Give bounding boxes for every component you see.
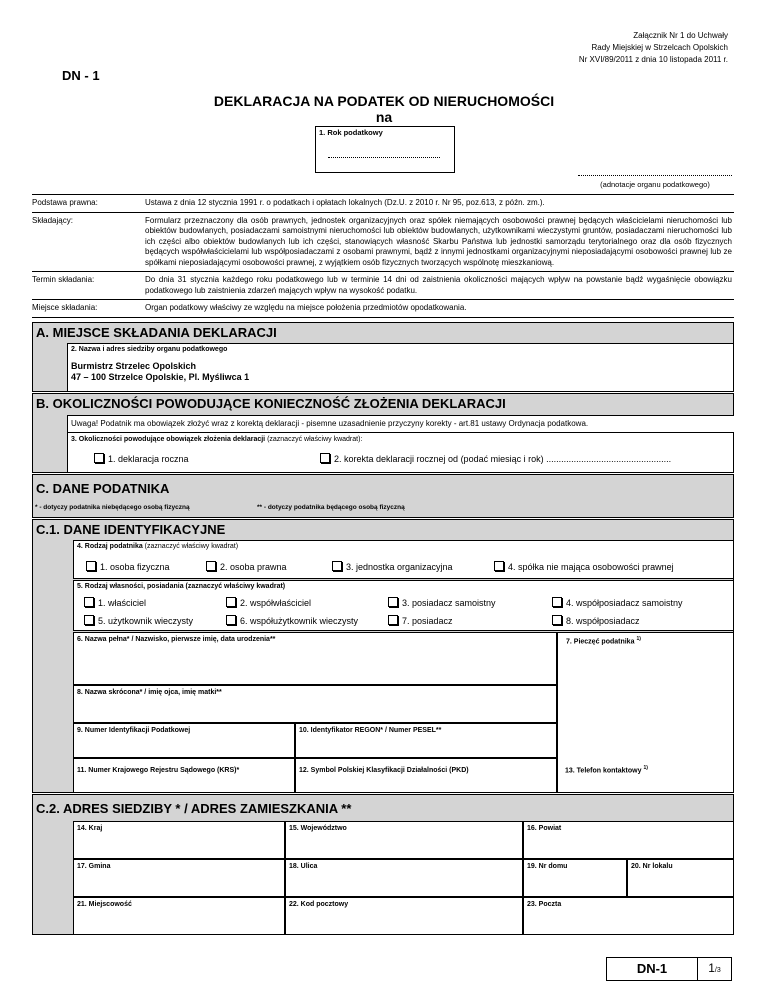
- page-number: 1/3: [698, 957, 732, 981]
- annotation-label: (adnotacje organu podatkowego): [600, 180, 710, 189]
- full-name-field[interactable]: [73, 632, 557, 685]
- full-name-label: 6. Nazwa pełna* / Nazwisko, pierwsze imię, data urodzenia**: [77, 636, 276, 643]
- short-name-label: 8. Nazwa skrócona* / imię ojca, imię matki**: [77, 689, 222, 696]
- regon-pesel-label: 10. Identyfikator REGON* / Numer PESEL**: [299, 727, 442, 734]
- county-label: 16. Powiat: [527, 825, 562, 832]
- section-c2-title: C.2. ADRES SIEDZIBY * / ADRES ZAMIESZKANIA **: [36, 801, 352, 816]
- info-value: Organ podatkowy właściwy ze względu na miejsce położenia przedmiotów opodatkowania.: [145, 303, 467, 312]
- correction-note: Uwaga! Podatnik ma obowiązek złożyć wraz z korektą deklaracji - pisemne uzasadnienie przyczyny korekty - art.81 ustawy Ordynacja podatkowa.: [67, 415, 734, 432]
- form-code: DN - 1: [62, 68, 100, 83]
- municipality-field[interactable]: [73, 859, 285, 897]
- attachment-note-line3: Nr XVI/89/2011 z dnia 10 listopada 2011 r.: [578, 55, 728, 64]
- tax-office-field[interactable]: [67, 343, 734, 392]
- phone-label: 13. Telefon kontaktowy $^{1)}$: [565, 765, 648, 775]
- option-co-independent-possessor[interactable]: 4. współposiadacz samoistny: [552, 597, 683, 608]
- regon-pesel-field[interactable]: [295, 723, 557, 758]
- post-office-label: 23. Poczta: [527, 901, 562, 908]
- nip-field[interactable]: [73, 723, 295, 758]
- option-legal-person[interactable]: 2. osoba prawna: [206, 561, 287, 572]
- checkbox-icon[interactable]: [206, 561, 216, 571]
- attachment-note-line2: Rady Miejskiej w Strzelcach Opolskich: [591, 43, 728, 52]
- country-field[interactable]: [73, 821, 285, 859]
- option-co-owner[interactable]: 2. współwłaściciel: [226, 597, 311, 608]
- country-label: 14. Kraj: [77, 825, 103, 832]
- info-key: Termin składania:: [32, 275, 95, 284]
- option-natural-person[interactable]: 1. osoba fizyczna: [86, 561, 170, 572]
- checkbox-icon[interactable]: [388, 615, 398, 625]
- taxpayer-type-field: [73, 540, 734, 579]
- tax-office-address: 47 – 100 Strzelce Opolskie, Pl. Myśliwca 1: [71, 372, 250, 382]
- option-annual-declaration[interactable]: 1. deklaracja roczna: [94, 453, 189, 464]
- tax-office-label: 2. Nazwa i adres siedziby organu podatkowego: [71, 346, 228, 353]
- street-field[interactable]: [285, 859, 523, 897]
- voivodeship-label: 15. Województwo: [289, 825, 347, 832]
- krs-label: 11. Numer Krajowego Rejestru Sądowego (KRS)*: [77, 767, 240, 774]
- taxpayer-type-label: 4. Rodzaj podatnika (zaznaczyć właściwy kwadrat): [77, 543, 239, 550]
- ownership-type-label: 5. Rodzaj własności, posiadania (zaznaczyć właściwy kwadrat): [77, 583, 286, 590]
- checkbox-icon[interactable]: [494, 561, 504, 571]
- checkbox-icon[interactable]: [552, 597, 562, 607]
- pkd-label: 12. Symbol Polskiej Klasyfikacji Działalności (PKD): [299, 767, 469, 774]
- checkbox-icon[interactable]: [94, 453, 104, 463]
- section-c1-title: C.1. DANE IDENTYFIKACYJNE: [36, 522, 226, 537]
- house-number-field[interactable]: [523, 859, 627, 897]
- checkbox-icon[interactable]: [332, 561, 342, 571]
- option-perpetual-user[interactable]: 5. użytkownik wieczysty: [84, 615, 193, 626]
- voivodeship-field[interactable]: [285, 821, 523, 859]
- info-value: Ustawa z dnia 12 stycznia 1991 r. o podatkach i opłatach lokalnych (Dz.U. z 2010 r. Nr 95, poz.613, z późn. zm.).: [145, 198, 545, 207]
- note-natural-person: ** - dotyczy podatnika będącego osobą fizyczną: [257, 504, 405, 511]
- footer-form-code: DN-1: [606, 957, 698, 981]
- checkbox-icon[interactable]: [84, 615, 94, 625]
- tax-year-dotted-line: [328, 157, 440, 158]
- checkbox-icon[interactable]: [552, 615, 562, 625]
- option-organizational-unit[interactable]: 3. jednostka organizacyjna: [332, 561, 453, 572]
- short-name-field[interactable]: [73, 685, 557, 723]
- attachment-note-line1: Załącznik Nr 1 do Uchwały: [633, 31, 728, 40]
- info-row-place: [32, 300, 734, 318]
- apartment-number-field[interactable]: [627, 859, 734, 897]
- option-independent-possessor[interactable]: 3. posiadacz samoistny: [388, 597, 496, 608]
- checkbox-icon[interactable]: [226, 615, 236, 625]
- info-row-deadline: [32, 272, 734, 300]
- checkbox-icon[interactable]: [388, 597, 398, 607]
- option-correction[interactable]: 2. korekta deklaracji rocznej od (podać miesiąc i rok) ..................................................: [320, 453, 671, 464]
- info-value: Formularz przeznaczony dla osób prawnych, jednostek organizacyjnych oraz spółek niemających osobowości prawnej będących właścicielami nieruchomości lub obiektów budowlanych, posiadaczami samoistnymi nieruchomości lub obiektów budowlanych, użytkownikami wieczystymi gruntów, posiadaczami nieruchomości lub ich części albo obiektów budowlanych lub ich części, stanowiących własność Skarbu Państwa lub jednostki samorządu terytorialnego oraz dla osób fizycznych będących współwłaścicielami lub współposiadaczami z osobami prawnymi, bądź z innymi jednostkami organizacyjnymi nieposiadającymi osobowości prawnej lub ze spółkami nieposiadającymi osobowości prawnej, z wyjątkiem osób fizycznych tworzących wspólnotę mieszkaniową.: [145, 215, 732, 267]
- section-c-title: C. DANE PODATNIKA: [36, 481, 170, 496]
- section-a: [32, 322, 734, 392]
- town-field[interactable]: [73, 897, 285, 935]
- option-partnership[interactable]: 4. spółka nie mająca osobowości prawnej: [494, 561, 674, 572]
- tax-year-label: 1. Rok podatkowy: [319, 128, 383, 137]
- document-title-sub: na: [375, 109, 393, 125]
- pkd-field[interactable]: [295, 758, 557, 793]
- info-table: [32, 194, 734, 318]
- checkbox-icon[interactable]: [226, 597, 236, 607]
- postal-code-field[interactable]: [285, 897, 523, 935]
- attachment-note: [579, 30, 728, 66]
- krs-field[interactable]: [73, 758, 295, 793]
- tax-year-field[interactable]: [315, 126, 455, 173]
- section-c1: [32, 519, 734, 793]
- section-b-title: B. OKOLICZNOŚCI POWODUJĄCE KONIECZNOŚĆ ZŁOŻENIA DEKLARACJI: [36, 396, 506, 411]
- county-field[interactable]: [523, 821, 734, 859]
- info-value: Do dnia 31 stycznia każdego roku podatkowego lub w terminie 14 dni od zaistnienia okoliczności mających wpływ na powstanie bądź wygaśnięcie obowiązku podatkowego lub zaistnienia zdarzeń mających wpływ na wysokość podatku.: [145, 275, 732, 295]
- option-possessor[interactable]: 7. posiadacz: [388, 615, 453, 626]
- info-key: Miejsce składania:: [32, 303, 98, 312]
- declaration-reason-label: 3. Okoliczności powodujące obowiązek złożenia deklaracji (zaznaczyć właściwy kwadrat):: [71, 436, 363, 443]
- post-office-field[interactable]: [523, 897, 734, 935]
- section-b: [32, 393, 734, 473]
- house-number-label: 19. Nr domu: [527, 863, 568, 870]
- apartment-number-label: 20. Nr lokalu: [631, 863, 673, 870]
- taxpayer-stamp-label: 7. Pieczęć podatnika $^{1)}$: [566, 636, 641, 646]
- section-c2: [32, 794, 734, 935]
- annotation-dotted-line: [578, 175, 732, 176]
- nip-label: 9. Numer Identyfikacji Podatkowej: [77, 727, 191, 734]
- document-title: DEKLARACJA NA PODATEK OD NIERUCHOMOŚCI: [213, 93, 555, 109]
- municipality-label: 17. Gmina: [77, 863, 111, 870]
- info-row-legal-basis: [32, 195, 734, 213]
- street-label: 18. Ulica: [289, 863, 318, 870]
- section-c: [32, 474, 734, 518]
- option-co-perpetual-user[interactable]: 6. współużytkownik wieczysty: [226, 615, 358, 626]
- info-key: Podstawa prawna:: [32, 198, 98, 207]
- declaration-reason-field: [67, 432, 734, 473]
- ownership-type-field: [73, 580, 734, 631]
- note-legal-entity: * - dotyczy podatnika niebędącego osobą fizyczną: [35, 504, 190, 511]
- checkbox-icon[interactable]: [84, 597, 94, 607]
- info-key: Składający:: [32, 215, 73, 225]
- postal-code-label: 22. Kod pocztowy: [289, 901, 349, 908]
- option-co-possessor[interactable]: 8. współposiadacz: [552, 615, 640, 626]
- option-owner[interactable]: 1. właściciel: [84, 597, 146, 608]
- checkbox-icon[interactable]: [320, 453, 330, 463]
- section-a-title: A. MIEJSCE SKŁADANIA DEKLARACJI: [36, 325, 277, 340]
- tax-office-name: Burmistrz Strzelec Opolskich: [71, 361, 197, 371]
- town-label: 21. Miejscowość: [77, 901, 132, 908]
- checkbox-icon[interactable]: [86, 561, 96, 571]
- info-row-submitter: [32, 213, 734, 273]
